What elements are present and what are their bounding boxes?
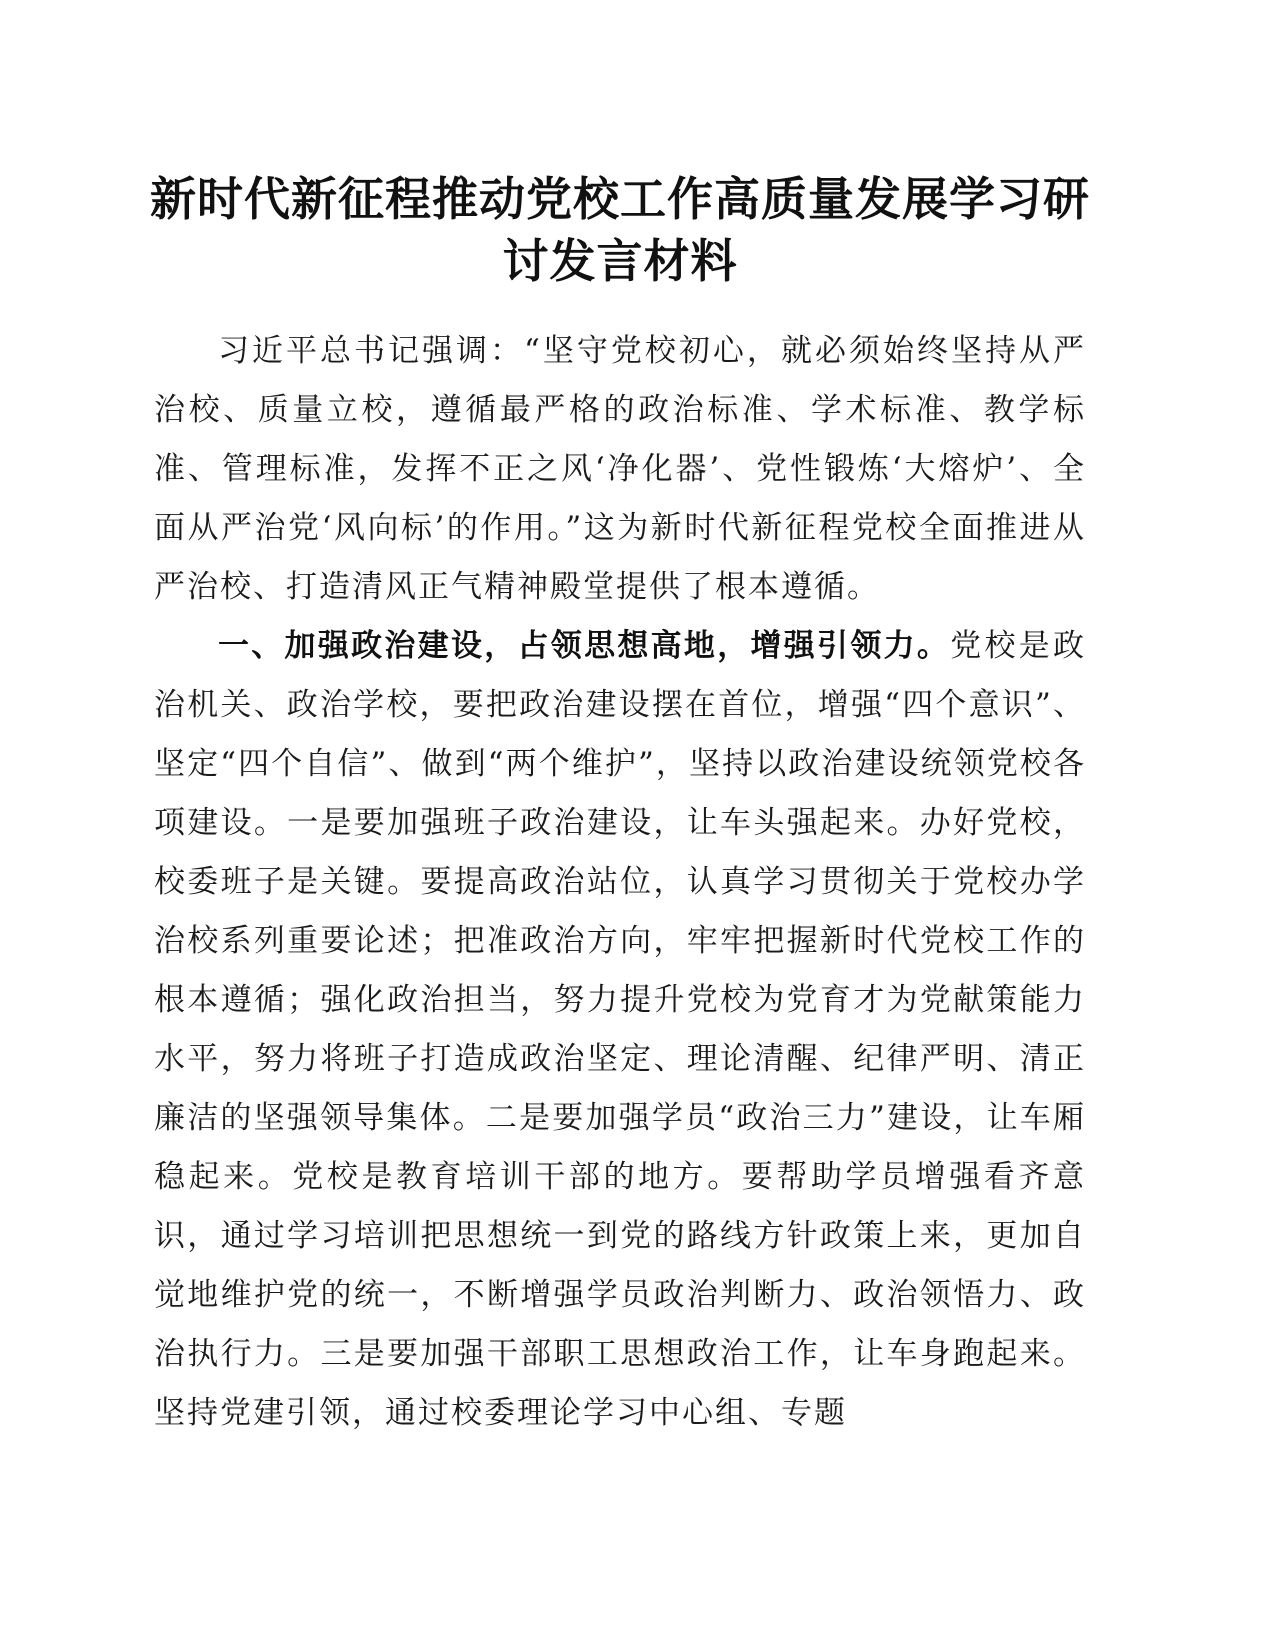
section-one-heading: 一、加强政治建设，占领思想高地，增强引领力。 [218,628,951,664]
intro-paragraph [154,322,1086,617]
document-title: 新时代新征程推动党校工作高质量发展学习研讨发言材料 [150,172,1090,288]
section-one-paragraph [154,617,1086,1443]
intro-paragraph-text: 习近平总书记强调：“坚守党校初心，就必须始终坚持从严治校、质量立校，遵循最严格的政治标准、学术标准、教学标准、管理标准，发挥不正之风‘净化器’、党性锻炼‘大熔炉’、全面从严治党‘风向标’的作用。”这为新时代新征程党校全面推进从严治校、打造清风正气精神殿堂提供了根本遵循。 [154,333,1086,605]
document-body [154,322,1086,1443]
section-one-text: 党校是政治机关、政治学校，要把政治建设摆在首位，增强“四个意识”、坚定“四个自信”、做到“两个维护”，坚持以政治建设统领党校各项建设。一是要加强班子政治建设，让车头强起来。办好党校，校委班子是关键。要提高政治站位，认真学习贯彻关于党校办学治校系列重要论述；把准政治方向，牢牢把握新时代党校工作的根本遵循；强化政治担当，努力提升党校为党育才为党献策能力水平，努力将班子打造成政治坚定、理论清醒、纪律严明、清正廉洁的坚强领导集体。二是要加强学员“政治三力”建设，让车厢稳起来。党校是教育培训干部的地方。要帮助学员增强看齐意识，通过学习培训把思想统一到党的路线方针政策上来，更加自觉地维护党的统一，不断增强学员政治判断力、政治领悟力、政治执行力。三是要加强干部职工思想政治工作，让车身跑起来。坚持党建引领，通过校委理论学习中心组、专题 [154,628,1087,1431]
